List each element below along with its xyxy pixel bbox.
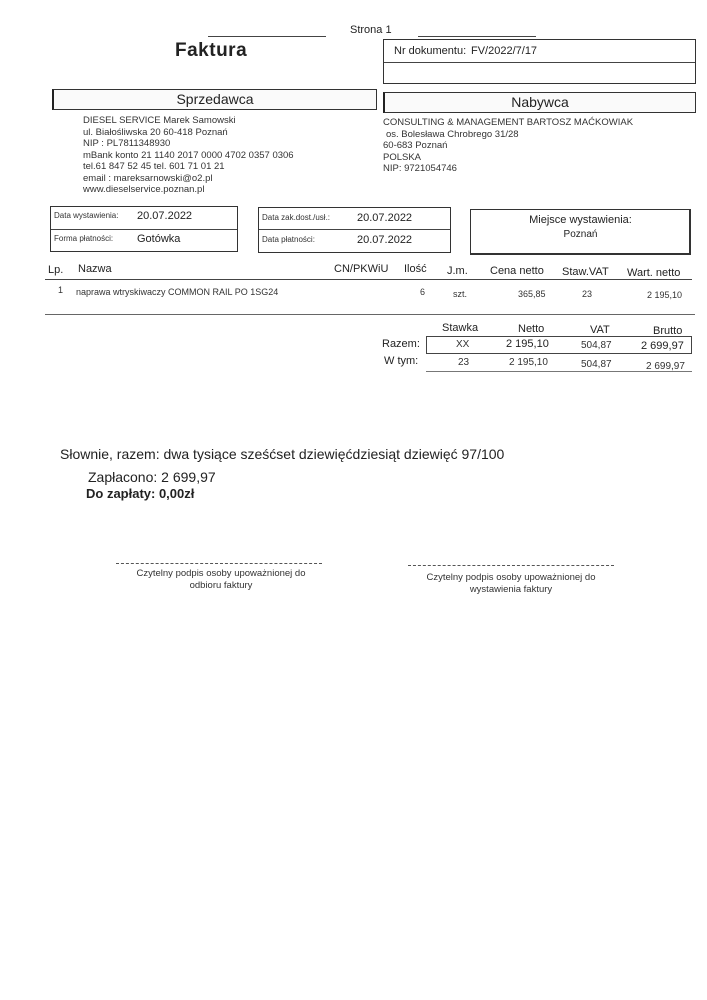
seller-line: tel.61 847 52 45 tel. 601 71 01 21: [83, 161, 225, 172]
receiver-signature-line: [116, 563, 322, 564]
col-qty: Ilość: [404, 263, 427, 275]
seller-line: mBank konto 21 1140 2017 0000 4702 0357 0306: [83, 149, 294, 161]
buyer-line: os. Bolesława Chrobrego 31/28: [386, 128, 519, 140]
doc-number-box: [383, 39, 696, 84]
cell-net-price: 365,85: [518, 289, 546, 299]
issuer-signature-caption: [396, 572, 626, 596]
table-header-divider: [45, 279, 692, 280]
buyer-line: 60-683 Poznań: [383, 140, 448, 151]
place-label: Miejsce wystawienia:: [529, 214, 632, 226]
divider: [384, 62, 695, 63]
issuer-signature-line: [408, 565, 614, 566]
table-row: [0, 285, 707, 303]
total-gross: 2 699,97: [641, 340, 684, 352]
summary-total-label: Razem:: [382, 338, 420, 350]
buyer-header: Nabywca: [383, 92, 696, 113]
seller-header: Sprzedawca: [52, 89, 377, 110]
cell-unit: szt.: [453, 289, 468, 299]
completion-date-label: Data zak.dost./usł.:: [262, 213, 331, 222]
payment-form-label: Forma płatności:: [54, 234, 114, 243]
payment-date-label: Data płatności:: [262, 235, 315, 244]
doc-number-value: FV/2022/7/17: [471, 45, 538, 57]
receiver-caption-line: Czytelny podpis osoby upoważnionej do: [136, 568, 306, 579]
cell-vat-rate: 23: [582, 289, 593, 299]
summary-col-vat: VAT: [590, 324, 610, 336]
amount-to-pay: Do zapłaty: 0,00zł: [86, 486, 195, 501]
cell-qty: 6: [420, 287, 426, 297]
receiver-caption-line: odbioru faktury: [189, 580, 253, 591]
issuer-caption-line: wystawienia faktury: [469, 584, 553, 595]
col-lp: Lp.: [48, 264, 64, 276]
seller-line: email : mareksarnowski@o2.pl: [83, 172, 213, 184]
summary-bottom-divider: [426, 371, 692, 372]
completion-date-box: [258, 207, 451, 253]
summary-breakdown-label: W tym:: [384, 355, 419, 367]
breakdown-gross: 2 699,97: [646, 361, 685, 372]
summary-col-rate: Stawka: [442, 322, 479, 334]
col-vat-rate: Staw.VAT: [562, 266, 609, 278]
place-value: Poznań: [563, 229, 598, 240]
cell-lp: 1: [58, 285, 64, 295]
breakdown-rate: 23: [458, 357, 470, 368]
issue-date-label: Data wystawienia:: [54, 211, 119, 220]
paid-amount: Zapłacono: 2 699,97: [88, 469, 216, 485]
document-title: Faktura: [175, 40, 248, 61]
issuer-caption-line: Czytelny podpis osoby upoważnionej do: [426, 572, 596, 583]
divider: [418, 36, 536, 37]
buyer-line: POLSKA: [383, 151, 422, 163]
seller-details: [83, 115, 294, 196]
breakdown-net: 2 195,10: [509, 357, 548, 368]
divider: [208, 36, 326, 37]
divider: [259, 229, 450, 230]
receiver-signature-caption: [106, 568, 336, 592]
payment-form-value: Gotówka: [137, 233, 181, 245]
cell-name: naprawa wtryskiwaczy COMMON RAIL PO 1SG24: [76, 287, 279, 297]
col-name: Nazwa: [78, 263, 112, 275]
payment-date-value: 20.07.2022: [357, 234, 413, 246]
page-number: Strona 1: [350, 24, 392, 36]
place-box: [470, 209, 691, 255]
amount-in-words: Słownie, razem: dwa tysiące sześćset dziewięćdziesiąt dziewięć 97/100: [60, 446, 505, 462]
issue-date-value: 20.07.2022: [137, 210, 193, 222]
summary-col-gross: Brutto: [653, 325, 683, 337]
summary-col-net: Netto: [518, 323, 545, 335]
total-net: 2 195,10: [506, 338, 549, 350]
summary-total-row: [426, 336, 692, 354]
seller-line: DIESEL SERVICE Marek Samowski: [83, 115, 236, 126]
seller-line: NIP : PL7811348930: [83, 138, 171, 149]
total-vat: 504,87: [581, 340, 612, 351]
buyer-line: CONSULTING & MANAGEMENT BARTOSZ MAĆKOWIAK: [383, 117, 634, 128]
doc-number-label: Nr dokumentu:: [394, 45, 467, 57]
col-net-price: Cena netto: [490, 265, 544, 277]
seller-line: ul. Białośliwska 20 60-418 Poznań: [83, 126, 228, 138]
buyer-details: [383, 117, 633, 175]
col-cn: CN/PKWiU: [334, 263, 389, 275]
table-bottom-divider: [45, 314, 695, 315]
completion-date-value: 20.07.2022: [357, 212, 413, 224]
col-net-value: Wart. netto: [627, 267, 681, 279]
divider: [51, 229, 237, 230]
buyer-line: NIP: 9721054746: [383, 163, 457, 174]
breakdown-vat: 504,87: [581, 359, 612, 370]
seller-line: www.dieselservice.poznan.pl: [83, 184, 205, 195]
col-unit: J.m.: [447, 265, 468, 277]
total-rate: XX: [456, 339, 470, 350]
cell-net-value: 2 195,10: [647, 290, 683, 300]
issue-date-box: [50, 206, 238, 252]
